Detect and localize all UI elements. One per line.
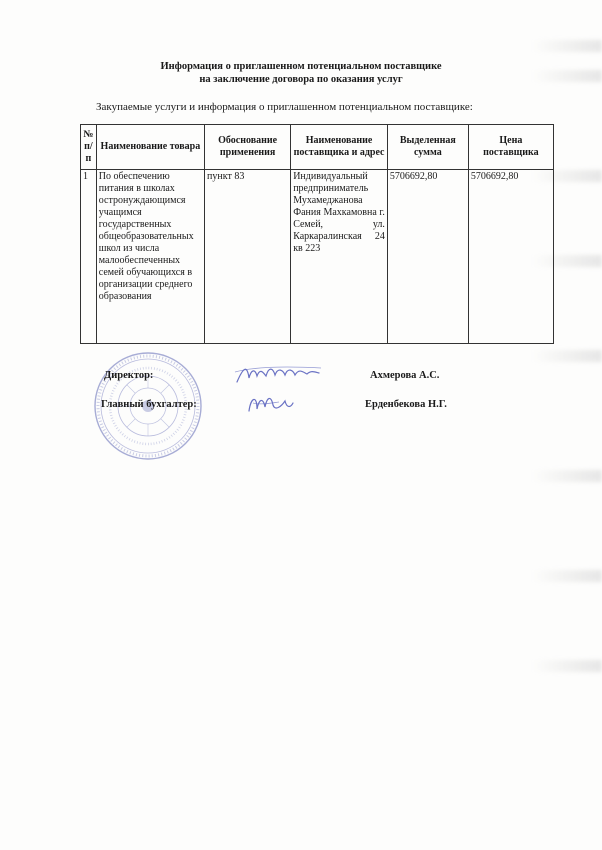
director-signature	[233, 358, 323, 388]
cell-num: 1	[81, 170, 97, 344]
cell-item-name: По обеспечению питания в школах остронуждающимся учащимся государственных общеобразовательных школ из числа малообеспеченных семей обучающихся в организации среднего образования	[96, 170, 204, 344]
cell-basis: пункт 83	[205, 170, 291, 344]
cell-supplier: Индивидуальный предприниматель Мухамеджанова Фания Махкамовна г. Семей, ул. Каркаралинская 24 кв 223	[291, 170, 388, 344]
cell-amount: 5706692,80	[387, 170, 468, 344]
director-label: Директор:	[104, 370, 154, 381]
table-row	[81, 170, 554, 344]
header-amount: Выделенная сумма	[387, 125, 468, 170]
document-title	[0, 60, 602, 86]
bleed-through-mark	[532, 570, 602, 582]
bleed-through-mark	[532, 350, 602, 362]
header-num: № п/п	[81, 125, 97, 170]
header-price: Цена поставщика	[468, 125, 553, 170]
bleed-through-mark	[532, 470, 602, 482]
bleed-through-mark	[532, 40, 602, 52]
director-name: Ахмерова А.С.	[370, 370, 440, 381]
header-supplier: Наименование поставщика и адрес	[291, 125, 388, 170]
bleed-through-mark	[532, 660, 602, 672]
intro-text: Закупаемые услуги и информация о приглашенном потенциальном поставщике:	[96, 101, 473, 113]
supplier-table	[80, 124, 554, 344]
accountant-signature	[245, 391, 295, 419]
table-header-row	[81, 125, 554, 170]
header-basis: Обоснование применения	[205, 125, 291, 170]
cell-price: 5706692,80	[468, 170, 553, 344]
title-line-2: на заключение договора по оказания услуг	[199, 74, 403, 85]
title-line-1: Информация о приглашенном потенциальном поставщике	[160, 61, 442, 72]
header-item-name: Наименование товара	[96, 125, 204, 170]
accountant-label: Главный бухгалтер:	[101, 399, 197, 410]
accountant-name: Ерденбекова Н.Г.	[365, 399, 447, 410]
